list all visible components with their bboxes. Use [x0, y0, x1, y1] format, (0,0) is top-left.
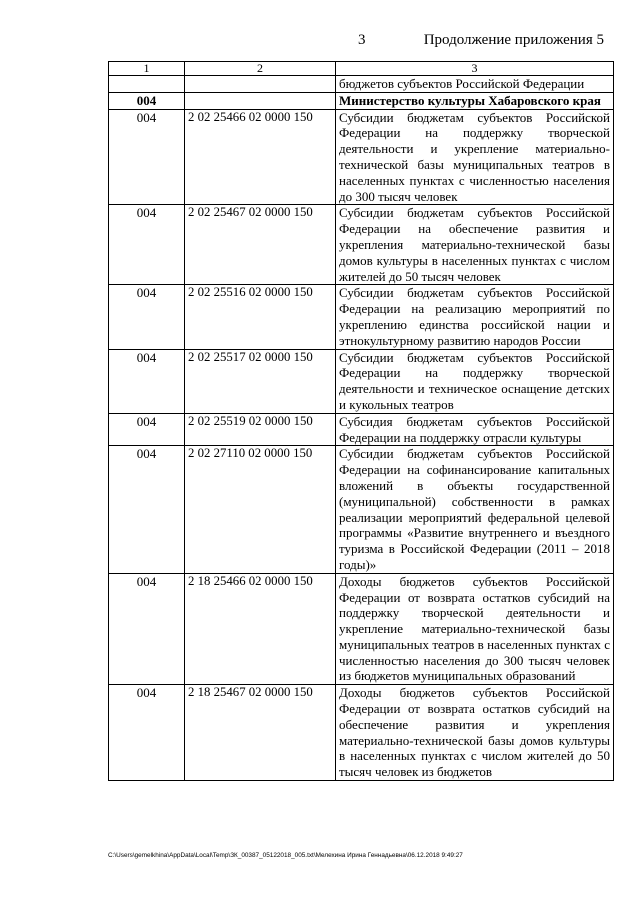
page-number: 3: [358, 32, 366, 48]
table-row: [109, 205, 614, 285]
column-header-2: 2: [185, 62, 336, 76]
table-row: [109, 349, 614, 413]
kbk-code: 2 02 25516 02 0000 150: [185, 285, 336, 349]
admin-code: 004: [109, 205, 185, 285]
revenue-table: [108, 61, 614, 781]
kbk-code: 2 02 27110 02 0000 150: [185, 446, 336, 573]
table-row: [109, 285, 614, 349]
admin-code: 004: [109, 92, 185, 109]
kbk-code: 2 18 25466 02 0000 150: [185, 573, 336, 685]
revenue-description: Субсидии бюджетам субъектов Российской Федерации на поддержку творческой деятельности и укрепление материально-технической базы муниципальных театров в населенных пунктах с численностью населения до 300 тысяч человек: [336, 109, 614, 205]
revenue-description: Доходы бюджетов субъектов Российской Федерации от возврата остатков субсидий на поддержку творческой деятельности и укрепление материально-технической базы муниципальных театров в населенных пунктах с численностью населения до 300 тысяч человек из бюджетов муниципальных образований: [336, 573, 614, 685]
admin-code: 004: [109, 446, 185, 573]
revenue-description: Субсидии бюджетам субъектов Российской Федерации на реализацию мероприятий по укреплению единства российской нации и этнокультурному развитию народов России: [336, 285, 614, 349]
admin-code: 004: [109, 285, 185, 349]
kbk-code: 2 02 25517 02 0000 150: [185, 349, 336, 413]
column-header-3: 3: [336, 62, 614, 76]
column-number-row: [109, 62, 614, 76]
kbk-code: [185, 92, 336, 109]
revenue-description: Субсидии бюджетам субъектов Российской Федерации на поддержку творческой деятельности и техническое оснащение детских и кукольных театров: [336, 349, 614, 413]
table-row: [109, 109, 614, 205]
carryover-text: бюджетов субъектов Российской Федерации: [336, 76, 614, 93]
admin-code: 004: [109, 349, 185, 413]
table-row: [109, 446, 614, 573]
revenue-description: Субсидии бюджетам субъектов Российской Федерации на софинансирование капитальных вложений в объекты государственной (муниципальной) собственности в рамках реализации мероприятий федеральной целевой программы «Развитие внутреннего и въездного туризма в Российской Федерации (2011 – 2018 годы)»: [336, 446, 614, 573]
table-row: [109, 413, 614, 446]
column-header-1: 1: [109, 62, 185, 76]
revenue-description: Субсидии бюджетам субъектов Российской Федерации на обеспечение развития и укрепления материально-технической базы домов культуры в населенных пунктах с числом жителей до 50 тысяч человек: [336, 205, 614, 285]
table-row: [109, 92, 614, 109]
admin-code: 004: [109, 109, 185, 205]
ministry-title: Министерство культуры Хабаровского края: [336, 92, 614, 109]
table-row: [109, 573, 614, 685]
admin-code: 004: [109, 573, 185, 685]
kbk-code: 2 18 25467 02 0000 150: [185, 685, 336, 781]
revenue-description: Субсидия бюджетам субъектов Российской Федерации на поддержку отрасли культуры: [336, 413, 614, 446]
file-path-footer: C:\Users\gemelkhina\AppData\Local\Temp\ЗК_00387_05122018_005.txt\Мелехина Ирина Геннадьевна\06.12.2018 9:49:27: [108, 852, 463, 859]
kbk-code: 2 02 25467 02 0000 150: [185, 205, 336, 285]
kbk-code: 2 02 25519 02 0000 150: [185, 413, 336, 446]
kbk-code: 2 02 25466 02 0000 150: [185, 109, 336, 205]
carryover-row: [109, 76, 614, 93]
admin-code: 004: [109, 685, 185, 781]
admin-code: 004: [109, 413, 185, 446]
revenue-description: Доходы бюджетов субъектов Российской Федерации от возврата остатков субсидий на обеспечение развития и укрепления материально-технической базы домов культуры в населенных пунктах с числом жителей до 50 тысяч человек из бюджетов: [336, 685, 614, 781]
table-row: [109, 685, 614, 781]
continuation-heading: Продолжение приложения 5: [423, 32, 604, 48]
